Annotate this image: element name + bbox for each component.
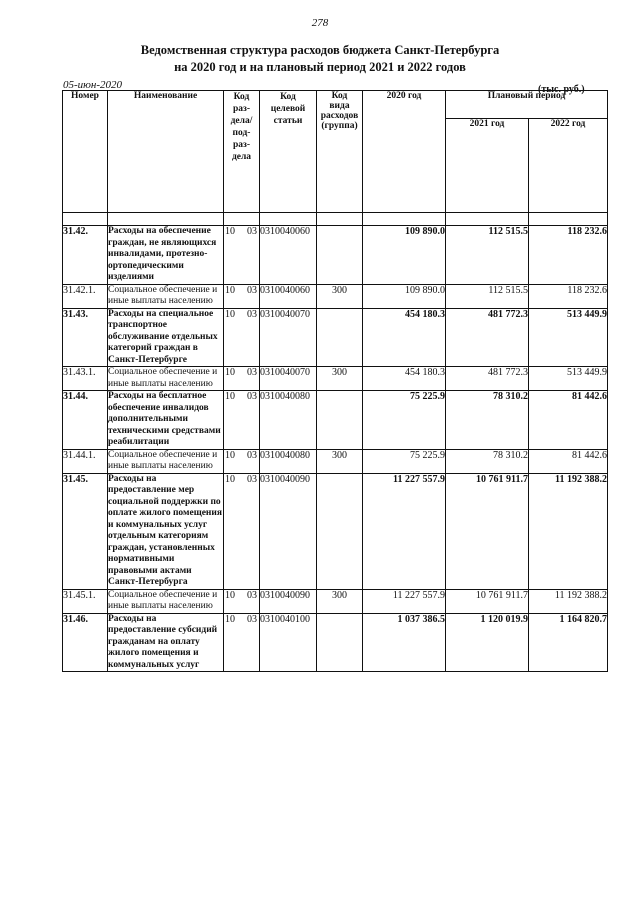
- row-value-2022: 513 449.9: [529, 308, 608, 367]
- row-section-code: [224, 226, 260, 285]
- subsection-code: 03: [247, 449, 257, 461]
- row-name: Расходы на предоставление субсидий гражданам на оплату жилого помещения и коммунальных услуг: [108, 613, 224, 672]
- row-number: 31.42.1.: [63, 284, 108, 308]
- title-line-1: Ведомственная структура расходов бюджета Санкт-Петербурга: [140, 43, 500, 57]
- row-name: Расходы на бесплатное обеспечение инвалидов дополнительными техническими средствами реабилитации: [108, 391, 224, 450]
- subsection-code: 03: [247, 284, 257, 296]
- header-2021: 2021 год: [446, 119, 529, 213]
- subsection-code: 03: [247, 589, 257, 601]
- table-row: [63, 308, 608, 367]
- row-value-2021: 481 772.3: [446, 367, 529, 391]
- row-number: 31.43.: [63, 308, 108, 367]
- row-value-2020: 11 227 557.9: [363, 473, 446, 589]
- row-section-code: [224, 473, 260, 589]
- row-value-2020: 11 227 557.9: [363, 589, 446, 613]
- section-code: 10: [225, 226, 235, 237]
- row-value-2021: 78 310.2: [446, 391, 529, 450]
- subsection-code: 03: [247, 308, 257, 320]
- row-number: 31.45.1.: [63, 589, 108, 613]
- row-value-2022: 11 192 388.2: [529, 473, 608, 589]
- row-expense-kind: [317, 226, 363, 285]
- row-name: Расходы на специальное транспортное обслуживание отдельных категорий граждан в Санкт-Петербурге: [108, 308, 224, 367]
- header-row: [63, 91, 608, 119]
- spacer-row: [63, 213, 608, 226]
- header-2022: 2022 год: [529, 119, 608, 213]
- document-date: 05-июн-2020: [63, 79, 123, 91]
- section-code: 10: [225, 473, 235, 485]
- row-expense-kind: [317, 308, 363, 367]
- row-name: Социальное обеспечение и иные выплаты населению: [108, 284, 224, 308]
- subsection-code: 03: [247, 367, 257, 378]
- row-section-code: [224, 308, 260, 367]
- row-name: Расходы на обеспечение граждан, не являющихся инвалидами, протезно-ортопедическими изделиями: [108, 226, 224, 285]
- row-value-2021: 1 120 019.9: [446, 613, 529, 672]
- row-section-code: [224, 449, 260, 473]
- row-value-2022: 118 232.6: [529, 284, 608, 308]
- row-value-2020: 109 890.0: [363, 284, 446, 308]
- row-section-code: [224, 284, 260, 308]
- row-value-2022: 118 232.6: [529, 226, 608, 285]
- section-code: 10: [225, 308, 235, 320]
- table-row: [63, 473, 608, 589]
- subsection-code: 03: [247, 391, 257, 402]
- header-name: Наименование: [108, 91, 224, 213]
- row-section-code: [224, 391, 260, 450]
- row-expense-kind: [317, 613, 363, 672]
- row-target-code: 0310040070: [260, 308, 317, 367]
- table-row: [63, 284, 608, 308]
- row-section-code: [224, 367, 260, 391]
- table-body: [63, 213, 608, 672]
- section-code: 10: [225, 284, 235, 296]
- section-code: 10: [225, 367, 235, 378]
- row-number: 31.42.: [63, 226, 108, 285]
- row-section-code: [224, 613, 260, 672]
- table-row: [63, 226, 608, 285]
- row-number: 31.45.: [63, 473, 108, 589]
- table-row: [63, 449, 608, 473]
- row-value-2022: 81 442.6: [529, 391, 608, 450]
- row-name: Расходы на предоставление мер социальной поддержки по оплате жилого помещения и коммунальных услуг отдельным категориям граждан, установленных нормативными правовыми актами Санкт-Петербурга: [108, 473, 223, 587]
- header-target-code: Код целевой статьи: [260, 91, 317, 213]
- header-planned-period: Плановый период: [446, 91, 608, 119]
- row-target-code: 0310040070: [260, 367, 317, 391]
- row-value-2021: 10 761 911.7: [446, 589, 529, 613]
- row-expense-kind: [317, 473, 363, 589]
- row-number: 31.43.1.: [63, 367, 108, 391]
- header-expense-kind: Код вида расходов (группа): [317, 91, 363, 213]
- row-value-2021: 112 515.5: [446, 284, 529, 308]
- section-code: 10: [225, 391, 235, 402]
- table-row: [63, 589, 608, 613]
- row-target-code: 0310040090: [260, 589, 317, 613]
- header-section-code: Код раз- дела/ под- раз- дела: [224, 91, 260, 213]
- row-section-code: [224, 589, 260, 613]
- row-target-code: 0310040060: [260, 284, 317, 308]
- row-number: 31.44.: [63, 391, 108, 450]
- row-value-2022: 11 192 388.2: [529, 589, 608, 613]
- row-target-code: 0310040060: [260, 226, 317, 285]
- row-name: Социальное обеспечение и иные выплаты населению: [108, 589, 224, 613]
- section-code: 10: [225, 449, 235, 461]
- row-number: 31.44.1.: [63, 449, 108, 473]
- row-target-code: 0310040100: [260, 613, 317, 672]
- row-value-2021: 10 761 911.7: [446, 473, 529, 589]
- section-code: 10: [225, 613, 235, 625]
- row-name: Социальное обеспечение и иные выплаты населению: [108, 449, 224, 473]
- page-number: 278: [311, 17, 329, 29]
- units-label: (тыс. руб.): [538, 84, 585, 95]
- row-value-2020: 75 225.9: [363, 391, 446, 450]
- subsection-code: 03: [247, 473, 257, 485]
- row-value-2021: 481 772.3: [446, 308, 529, 367]
- document-title: [0, 42, 640, 76]
- row-expense-kind: [317, 391, 363, 450]
- row-expense-kind: 300: [317, 589, 363, 613]
- row-number: 31.46.: [63, 613, 108, 672]
- row-value-2022: 81 442.6: [529, 449, 608, 473]
- budget-table: [62, 90, 608, 672]
- row-value-2020: 454 180.3: [363, 308, 446, 367]
- row-value-2022: 1 164 820.7: [529, 613, 608, 672]
- header-2020: 2020 год: [363, 91, 446, 213]
- row-name: Социальное обеспечение и иные выплаты населению: [108, 367, 224, 391]
- row-value-2020: 1 037 386.5: [363, 613, 446, 672]
- table-row: [63, 613, 608, 672]
- row-value-2022: 513 449.9: [529, 367, 608, 391]
- row-value-2021: 112 515.5: [446, 226, 529, 285]
- table-row: [63, 391, 608, 450]
- section-code: 10: [225, 589, 235, 601]
- subsection-code: 03: [247, 226, 257, 237]
- row-expense-kind: 300: [317, 284, 363, 308]
- row-value-2020: 109 890.0: [363, 226, 446, 285]
- row-target-code: 0310040090: [260, 473, 317, 589]
- row-value-2020: 75 225.9: [363, 449, 446, 473]
- table-row: [63, 367, 608, 391]
- row-target-code: 0310040080: [260, 449, 317, 473]
- subsection-code: 03: [247, 613, 257, 625]
- row-expense-kind: 300: [317, 449, 363, 473]
- row-expense-kind: 300: [317, 367, 363, 391]
- row-value-2021: 78 310.2: [446, 449, 529, 473]
- header-number: Номер: [63, 91, 108, 213]
- row-target-code: 0310040080: [260, 391, 317, 450]
- title-line-2: на 2020 год и на плановый период 2021 и 2022 годов: [174, 60, 466, 74]
- row-value-2020: 454 180.3: [363, 367, 446, 391]
